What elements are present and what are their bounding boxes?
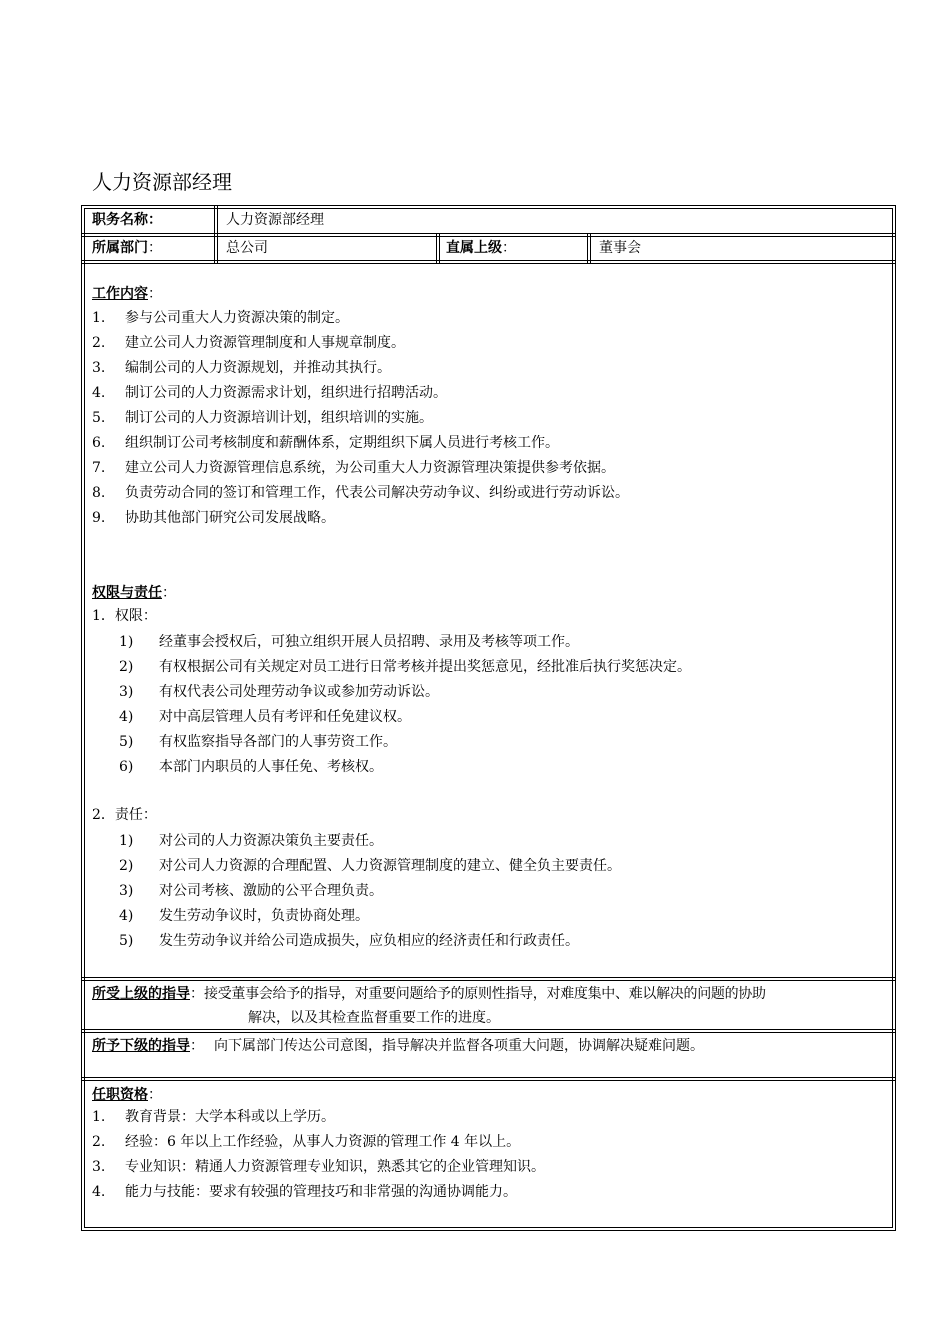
work-item-number: 1. xyxy=(92,310,106,326)
rights-item xyxy=(119,655,691,680)
position-value: 人力资源部经理 xyxy=(226,212,324,228)
dept-label: 所属部门 xyxy=(92,240,148,256)
duties-title: 2．责任： xyxy=(92,807,157,823)
rights-item xyxy=(119,755,691,780)
row-divider xyxy=(81,1032,896,1033)
position-label: 职务名称 xyxy=(92,212,148,228)
dept-colon: ： xyxy=(148,240,162,256)
qualification-item-text: 能力与技能：要求有较强的管理技巧和非常强的沟通协调能力。 xyxy=(125,1184,517,1200)
rights-item-number: 2) xyxy=(119,659,134,675)
rights-item-text: 经董事会授权后，可独立组织开展人员招聘、录用及考核等项工作。 xyxy=(159,634,579,650)
work-heading-row xyxy=(92,284,162,304)
dept-label-cell xyxy=(92,236,162,260)
work-item xyxy=(92,506,629,531)
row-divider xyxy=(81,260,896,261)
guidance-received-row xyxy=(92,982,892,1006)
work-item-text: 建立公司人力资源管理信息系统，为公司重大人力资源管理决策提供参考依据。 xyxy=(125,460,615,476)
document-title: 人力资源部经理 xyxy=(92,170,232,194)
work-item-text: 组织制订公司考核制度和薪酬体系，定期组织下属人员进行考核工作。 xyxy=(125,435,559,451)
rights-item xyxy=(119,730,691,755)
duties-item-text: 发生劳动争议时，负责协商处理。 xyxy=(159,908,369,924)
qualification-item xyxy=(92,1130,545,1155)
qualification-item xyxy=(92,1155,545,1180)
work-item-text: 建立公司人力资源管理制度和人事规章制度。 xyxy=(125,335,405,351)
superior-colon: ： xyxy=(502,240,516,256)
work-colon: ： xyxy=(148,286,162,302)
work-item-text: 协助其他部门研究公司发展战略。 xyxy=(125,510,335,526)
qualification-heading: 任职资格 xyxy=(92,1087,148,1103)
work-list xyxy=(92,306,629,531)
rights-item-text: 有权监察指导各部门的人事劳资工作。 xyxy=(159,734,397,750)
position-colon: ： xyxy=(148,212,162,228)
qualification-list xyxy=(92,1105,545,1205)
guidance-received-heading: 所受上级的指导 xyxy=(92,986,190,1002)
row-divider xyxy=(81,1077,896,1078)
guidance-given-heading: 所予下级的指导 xyxy=(92,1038,190,1054)
work-item xyxy=(92,406,629,431)
rights-item-number: 3) xyxy=(119,684,134,700)
duties-item xyxy=(119,929,621,954)
rights-item xyxy=(119,680,691,705)
col-divider xyxy=(436,233,437,263)
qualification-item-number: 1. xyxy=(92,1109,106,1125)
duties-item-number: 5) xyxy=(119,933,134,949)
duties-item-text: 对公司考核、激励的公平合理负责。 xyxy=(159,883,383,899)
rights-item-text: 有权根据公司有关规定对员工进行日常考核并提出奖惩意见，经批准后执行奖惩决定。 xyxy=(159,659,691,675)
row-divider xyxy=(81,263,896,264)
work-heading: 工作内容 xyxy=(92,286,148,302)
rights-item-text: 有权代表公司处理劳动争议或参加劳动诉讼。 xyxy=(159,684,439,700)
work-item-text: 制订公司的人力资源需求计划，组织进行招聘活动。 xyxy=(125,385,447,401)
duties-item xyxy=(119,879,621,904)
work-item-number: 9. xyxy=(92,510,106,526)
rights-list xyxy=(119,630,691,780)
duties-item-number: 2) xyxy=(119,858,134,874)
work-item-number: 3. xyxy=(92,360,106,376)
work-item-text: 编制公司的人力资源规划，并推动其执行。 xyxy=(125,360,391,376)
rights-item-number: 4) xyxy=(119,709,134,725)
col-divider xyxy=(587,233,588,263)
row-divider xyxy=(81,977,896,978)
rights-item-number: 5) xyxy=(119,734,134,750)
work-item-number: 7. xyxy=(92,460,106,476)
guidance-given-colon: ： xyxy=(190,1038,204,1054)
row-divider xyxy=(81,233,896,234)
col-divider xyxy=(439,233,440,263)
qualification-item-number: 2. xyxy=(92,1134,106,1150)
duties-item-text: 对公司人力资源的合理配置、人力资源管理制度的建立、健全负主要责任。 xyxy=(159,858,621,874)
work-item-number: 4. xyxy=(92,385,106,401)
qualification-heading-row xyxy=(92,1085,162,1105)
work-item xyxy=(92,431,629,456)
position-label-cell xyxy=(92,208,162,232)
work-item xyxy=(92,356,629,381)
col-divider xyxy=(214,205,215,263)
duties-item-number: 1) xyxy=(119,833,134,849)
guidance-received-line2: 解决，以及其检查监督重要工作的进度。 xyxy=(248,1010,500,1026)
duties-item-number: 4) xyxy=(119,908,134,924)
superior-label: 直属上级 xyxy=(446,240,502,256)
col-divider xyxy=(217,205,218,263)
guidance-received-colon: ： xyxy=(190,986,204,1002)
work-item-number: 5. xyxy=(92,410,106,426)
qualification-item-number: 4. xyxy=(92,1184,106,1200)
superior-value: 董事会 xyxy=(599,240,641,256)
rights-item-number: 6) xyxy=(119,759,134,775)
duties-item-number: 3) xyxy=(119,883,134,899)
rights-item-text: 本部门内职员的人事任免、考核权。 xyxy=(159,759,383,775)
duties-item-text: 发生劳动争议并给公司造成损失，应负相应的经济责任和行政责任。 xyxy=(159,933,579,949)
dept-value: 总公司 xyxy=(226,240,268,256)
rights-item-number: 1) xyxy=(119,634,134,650)
qualification-item-number: 3. xyxy=(92,1159,106,1175)
rights-item xyxy=(119,705,691,730)
superior-label-cell xyxy=(446,236,516,260)
work-item xyxy=(92,481,629,506)
guidance-received-line1: 接受董事会给予的指导，对重要问题给予的原则性指导，对难度集中、难以解决的问题的协助 xyxy=(204,986,766,1002)
work-item-text: 参与公司重大人力资源决策的制定。 xyxy=(125,310,349,326)
guidance-given-text: 向下属部门传达公司意图，指导解决并监督各项重大问题，协调解决疑难问题。 xyxy=(214,1038,704,1054)
qualification-item xyxy=(92,1105,545,1130)
rights-title: 1．权限： xyxy=(92,608,157,624)
rights-item-text: 对中高层管理人员有考评和任免建议权。 xyxy=(159,709,411,725)
col-divider xyxy=(590,233,591,263)
work-item-text: 负责劳动合同的签订和管理工作，代表公司解决劳动争议、纠纷或进行劳动诉讼。 xyxy=(125,485,629,501)
work-item-number: 8. xyxy=(92,485,106,501)
work-item xyxy=(92,381,629,406)
qualification-colon: ： xyxy=(148,1087,162,1103)
authority-colon: ： xyxy=(162,585,176,601)
duties-list xyxy=(119,829,621,954)
work-item xyxy=(92,306,629,331)
row-divider xyxy=(81,1080,896,1081)
duties-item-text: 对公司的人力资源决策负主要责任。 xyxy=(159,833,383,849)
row-divider xyxy=(81,980,896,981)
guidance-given-row xyxy=(92,1034,704,1058)
work-item xyxy=(92,331,629,356)
authority-heading: 权限与责任 xyxy=(92,585,162,601)
qualification-item xyxy=(92,1180,545,1205)
authority-heading-row xyxy=(92,583,176,603)
duties-item xyxy=(119,904,621,929)
duties-item xyxy=(119,829,621,854)
qualification-item-text: 经验：6 年以上工作经验，从事人力资源的管理工作 4 年以上。 xyxy=(125,1134,521,1150)
work-item xyxy=(92,456,629,481)
qualification-item-text: 专业知识：精通人力资源管理专业知识，熟悉其它的企业管理知识。 xyxy=(125,1159,545,1175)
qualification-item-text: 教育背景：大学本科或以上学历。 xyxy=(125,1109,335,1125)
work-item-text: 制订公司的人力资源培训计划，组织培训的实施。 xyxy=(125,410,433,426)
work-item-number: 2. xyxy=(92,335,106,351)
work-item-number: 6. xyxy=(92,435,106,451)
rights-item xyxy=(119,630,691,655)
duties-item xyxy=(119,854,621,879)
